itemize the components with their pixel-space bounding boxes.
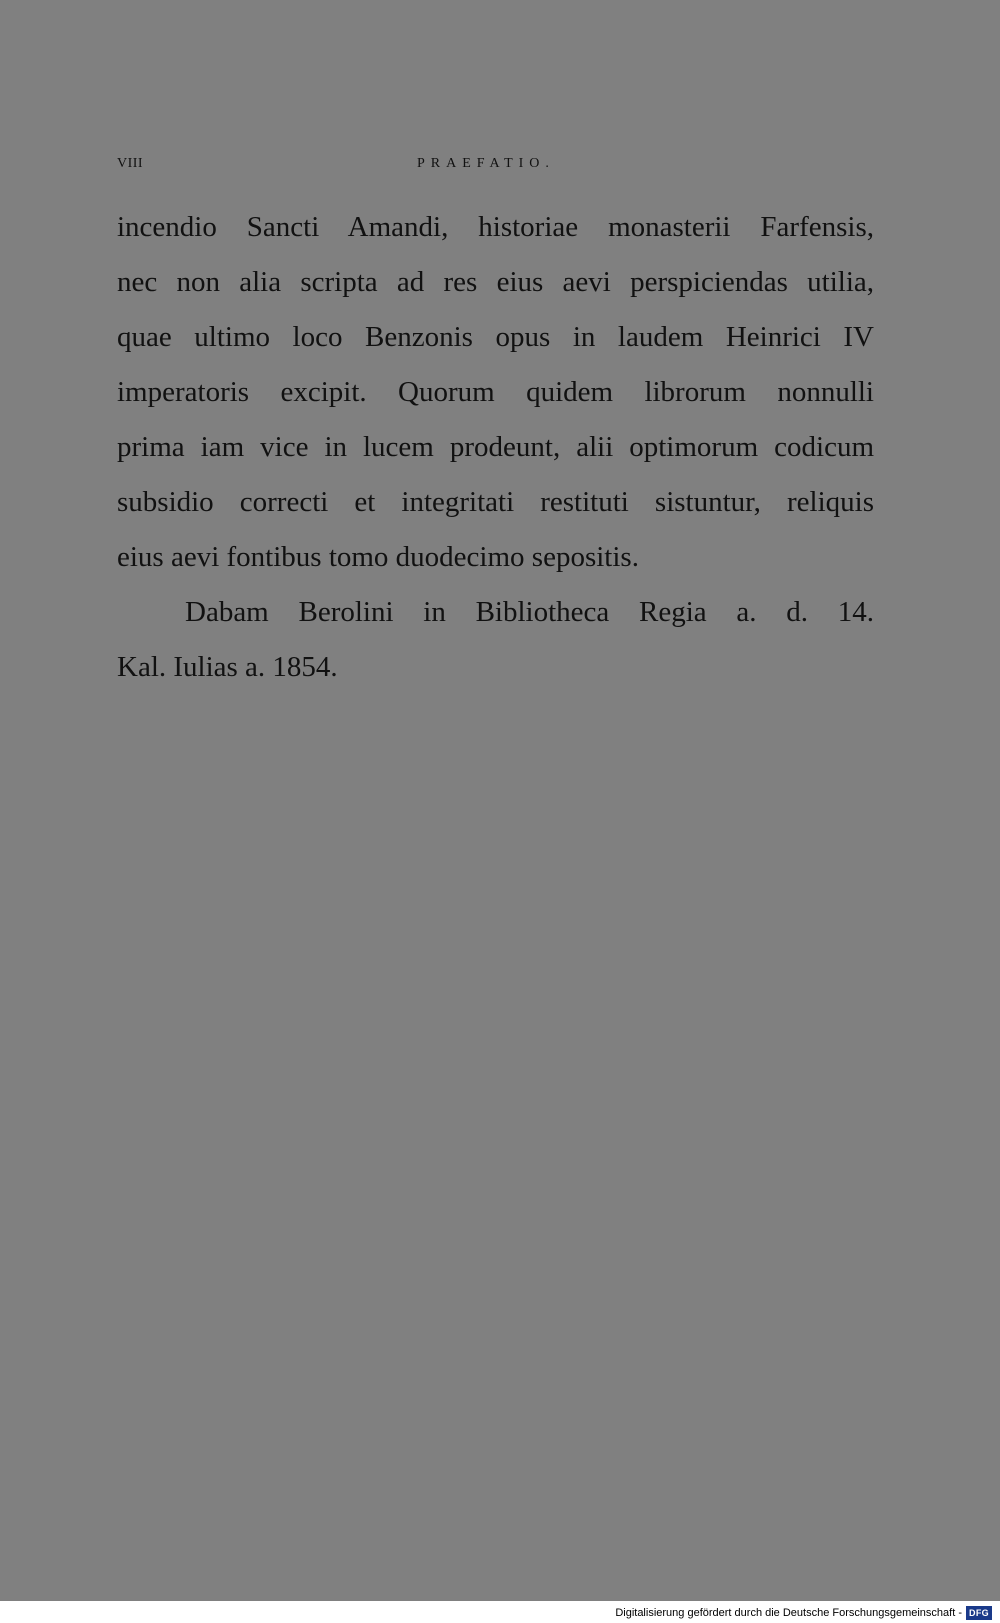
- text-line: quae ultimo loco Benzonis opus in laudem Heinrici IV: [117, 321, 874, 353]
- text-line: incendio Sancti Amandi, historiae monasterii Farfensis,: [117, 211, 874, 243]
- paragraph-1: [117, 200, 874, 585]
- text-line: prima iam vice in lucem prodeunt, alii optimorum codicum: [117, 431, 874, 463]
- text-line: subsidio correcti et integritati restituti sistuntur, reliquis: [117, 486, 874, 518]
- running-title: PRAEFATIO.: [417, 156, 555, 171]
- paragraph-2: [117, 585, 874, 695]
- digitization-footer: [615, 1604, 992, 1622]
- text-line: Kal. Iulias a. 1854.: [117, 651, 338, 683]
- text-line: Dabam Berolini in Bibliotheca Regia a. d. 14.: [185, 596, 874, 628]
- body-text: [117, 200, 874, 695]
- page-header: [117, 156, 874, 176]
- text-line: imperatoris excipit. Quorum quidem librorum nonnulli: [117, 376, 874, 408]
- page-number: VIII: [117, 156, 144, 171]
- text-line: eius aevi fontibus tomo duodecimo sepositis.: [117, 541, 639, 573]
- dfg-logo-icon: DFG: [966, 1606, 992, 1620]
- text-line: nec non alia scripta ad res eius aevi perspiciendas utilia,: [117, 266, 874, 298]
- footer-credit-text: Digitalisierung gefördert durch die Deutsche Forschungsgemeinschaft -: [615, 1607, 962, 1619]
